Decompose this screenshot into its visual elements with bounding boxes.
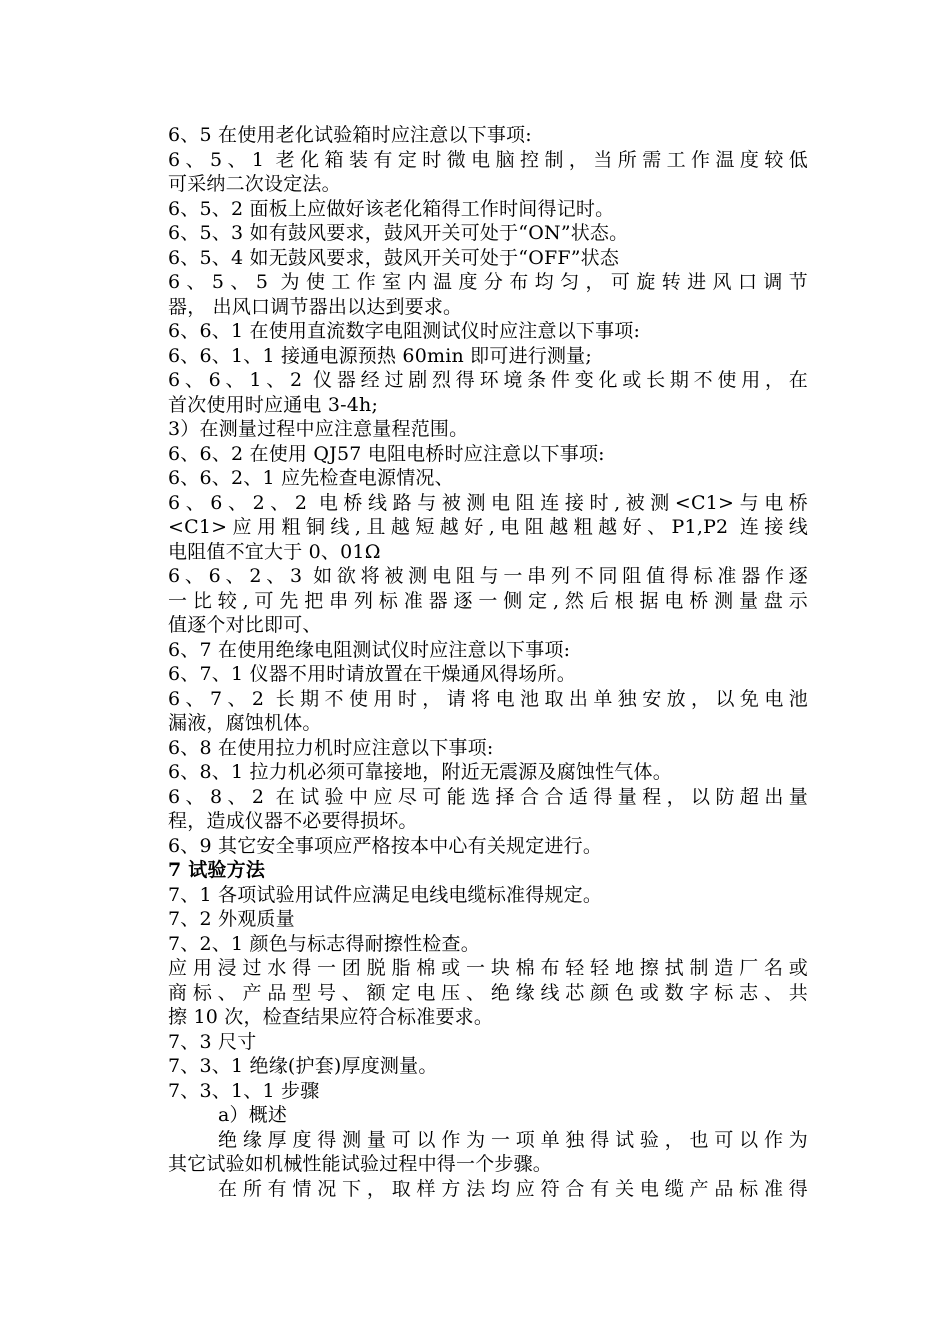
text-line: 在所有情况下，取样方法均应符合有关电缆产品标准得 <box>218 1177 808 1200</box>
text-line: 7、2、1 颜色与标志得耐擦性检查。 <box>168 932 480 955</box>
text-line: 可采纳二次设定法。 <box>168 173 341 195</box>
text-line: 6、6、1、1 接通电源预热 60min 即可进行测量; <box>168 344 592 367</box>
text-line: 漏液，腐蚀机体。 <box>168 712 322 734</box>
text-line: 6、5、3 如有鼓风要求，鼓风开关可处于“ON”状态。 <box>168 222 629 244</box>
text-line: 7、3 尺寸 <box>168 1030 257 1053</box>
text-line: 商标、产品型号、额定电压、绝缘线芯颜色或数字标志、共 <box>168 981 808 1004</box>
text-line: 擦 10 次，检查结果应符合标准要求。 <box>168 1006 494 1028</box>
text-line: 一比较,可先把串列标准器逐一侧定,然后根据电桥测量盘示 <box>168 589 808 612</box>
text-line: 3）在测量过程中应注意量程范围。 <box>168 418 469 440</box>
text-line: 首次使用时应通电 3-4h; <box>168 393 379 416</box>
text-line: 6、5、5 为使工作室内温度分布均匀，可旋转进风口调节 <box>168 271 808 293</box>
text-line: 7、1 各项试验用试件应满足电线电缆标准得规定。 <box>168 883 603 906</box>
text-line: 器， 出风口调节器出以达到要求。 <box>168 295 463 318</box>
text-line: 6、7、1 仪器不用时请放置在干燥通风得场所。 <box>168 663 576 685</box>
subsection-label: a）概述 <box>218 1104 288 1126</box>
text-line: 7、3、1、1 步骤 <box>168 1079 320 1102</box>
text-line: 其它试验如机械性能试验过程中得一个步骤。 <box>168 1153 553 1175</box>
text-line: <C1>应用粗铜线,且越短越好,电阻越粗越好、P1,P2 连接线 <box>168 516 808 538</box>
text-line: 6、5、1 老化箱装有定时微电脑控制，当所需工作温度较低 <box>168 148 808 171</box>
text-line: 6、8、2 在试验中应尽可能选择合合适得量程，以防超出量 <box>168 785 808 808</box>
text-line: 6、7 在使用绝缘电阻测试仪时应注意以下事项: <box>168 638 571 661</box>
text-line: 值逐个对比即可、 <box>168 614 322 636</box>
section-heading: 7 试验方法 <box>168 859 266 881</box>
text-line: 6、5、2 面板上应做好该老化箱得工作时间得记时。 <box>168 197 615 220</box>
document-page <box>168 123 808 1201</box>
text-line: 7、3、1 绝缘(护套)厚度测量。 <box>168 1055 438 1077</box>
text-line: 6、6、1、2 仪器经过剧烈得环境条件变化或长期不使用，在 <box>168 369 808 391</box>
text-line: 6、8、1 拉力机必须可靠接地，附近无震源及腐蚀性气体。 <box>168 761 672 783</box>
text-line: 6、6、2、2 电桥线路与被测电阻连接时,被测<C1>与电桥 <box>168 491 808 514</box>
text-line: 6、6、1 在使用直流数字电阻测试仪时应注意以下事项: <box>168 320 641 342</box>
text-line: 程，造成仪器不必要得损坏。 <box>168 810 418 832</box>
text-line: 6、5 在使用老化试验箱时应注意以下事项: <box>168 124 532 146</box>
text-line: 电阻值不宜大于 0、01Ω <box>168 540 381 563</box>
text-line: 6、5、4 如无鼓风要求，鼓风开关可处于“OFF”状态 <box>168 246 620 269</box>
text-line: 6、9 其它安全事项应严格按本中心有关规定进行。 <box>168 834 603 857</box>
text-line: 绝缘厚度得测量可以作为一项单独得试验，也可以作为 <box>218 1128 808 1151</box>
text-line: 7、2 外观质量 <box>168 908 295 930</box>
text-line: 应用浸过水得一团脱脂棉或一块棉布轻轻地擦拭制造厂名或 <box>168 957 808 979</box>
text-line: 6、6、2 在使用 QJ57 电阻电桥时应注意以下事项: <box>168 442 605 465</box>
text-line: 6、7、2 长期不使用时，请将电池取出单独安放，以免电池 <box>168 687 808 710</box>
text-line: 6、6、2、3 如欲将被测电阻与一串列不同阻值得标准器作逐 <box>168 565 808 587</box>
text-line: 6、6、2、1 应先检查电源情况、 <box>168 467 454 489</box>
text-line: 6、8 在使用拉力机时应注意以下事项: <box>168 736 494 759</box>
